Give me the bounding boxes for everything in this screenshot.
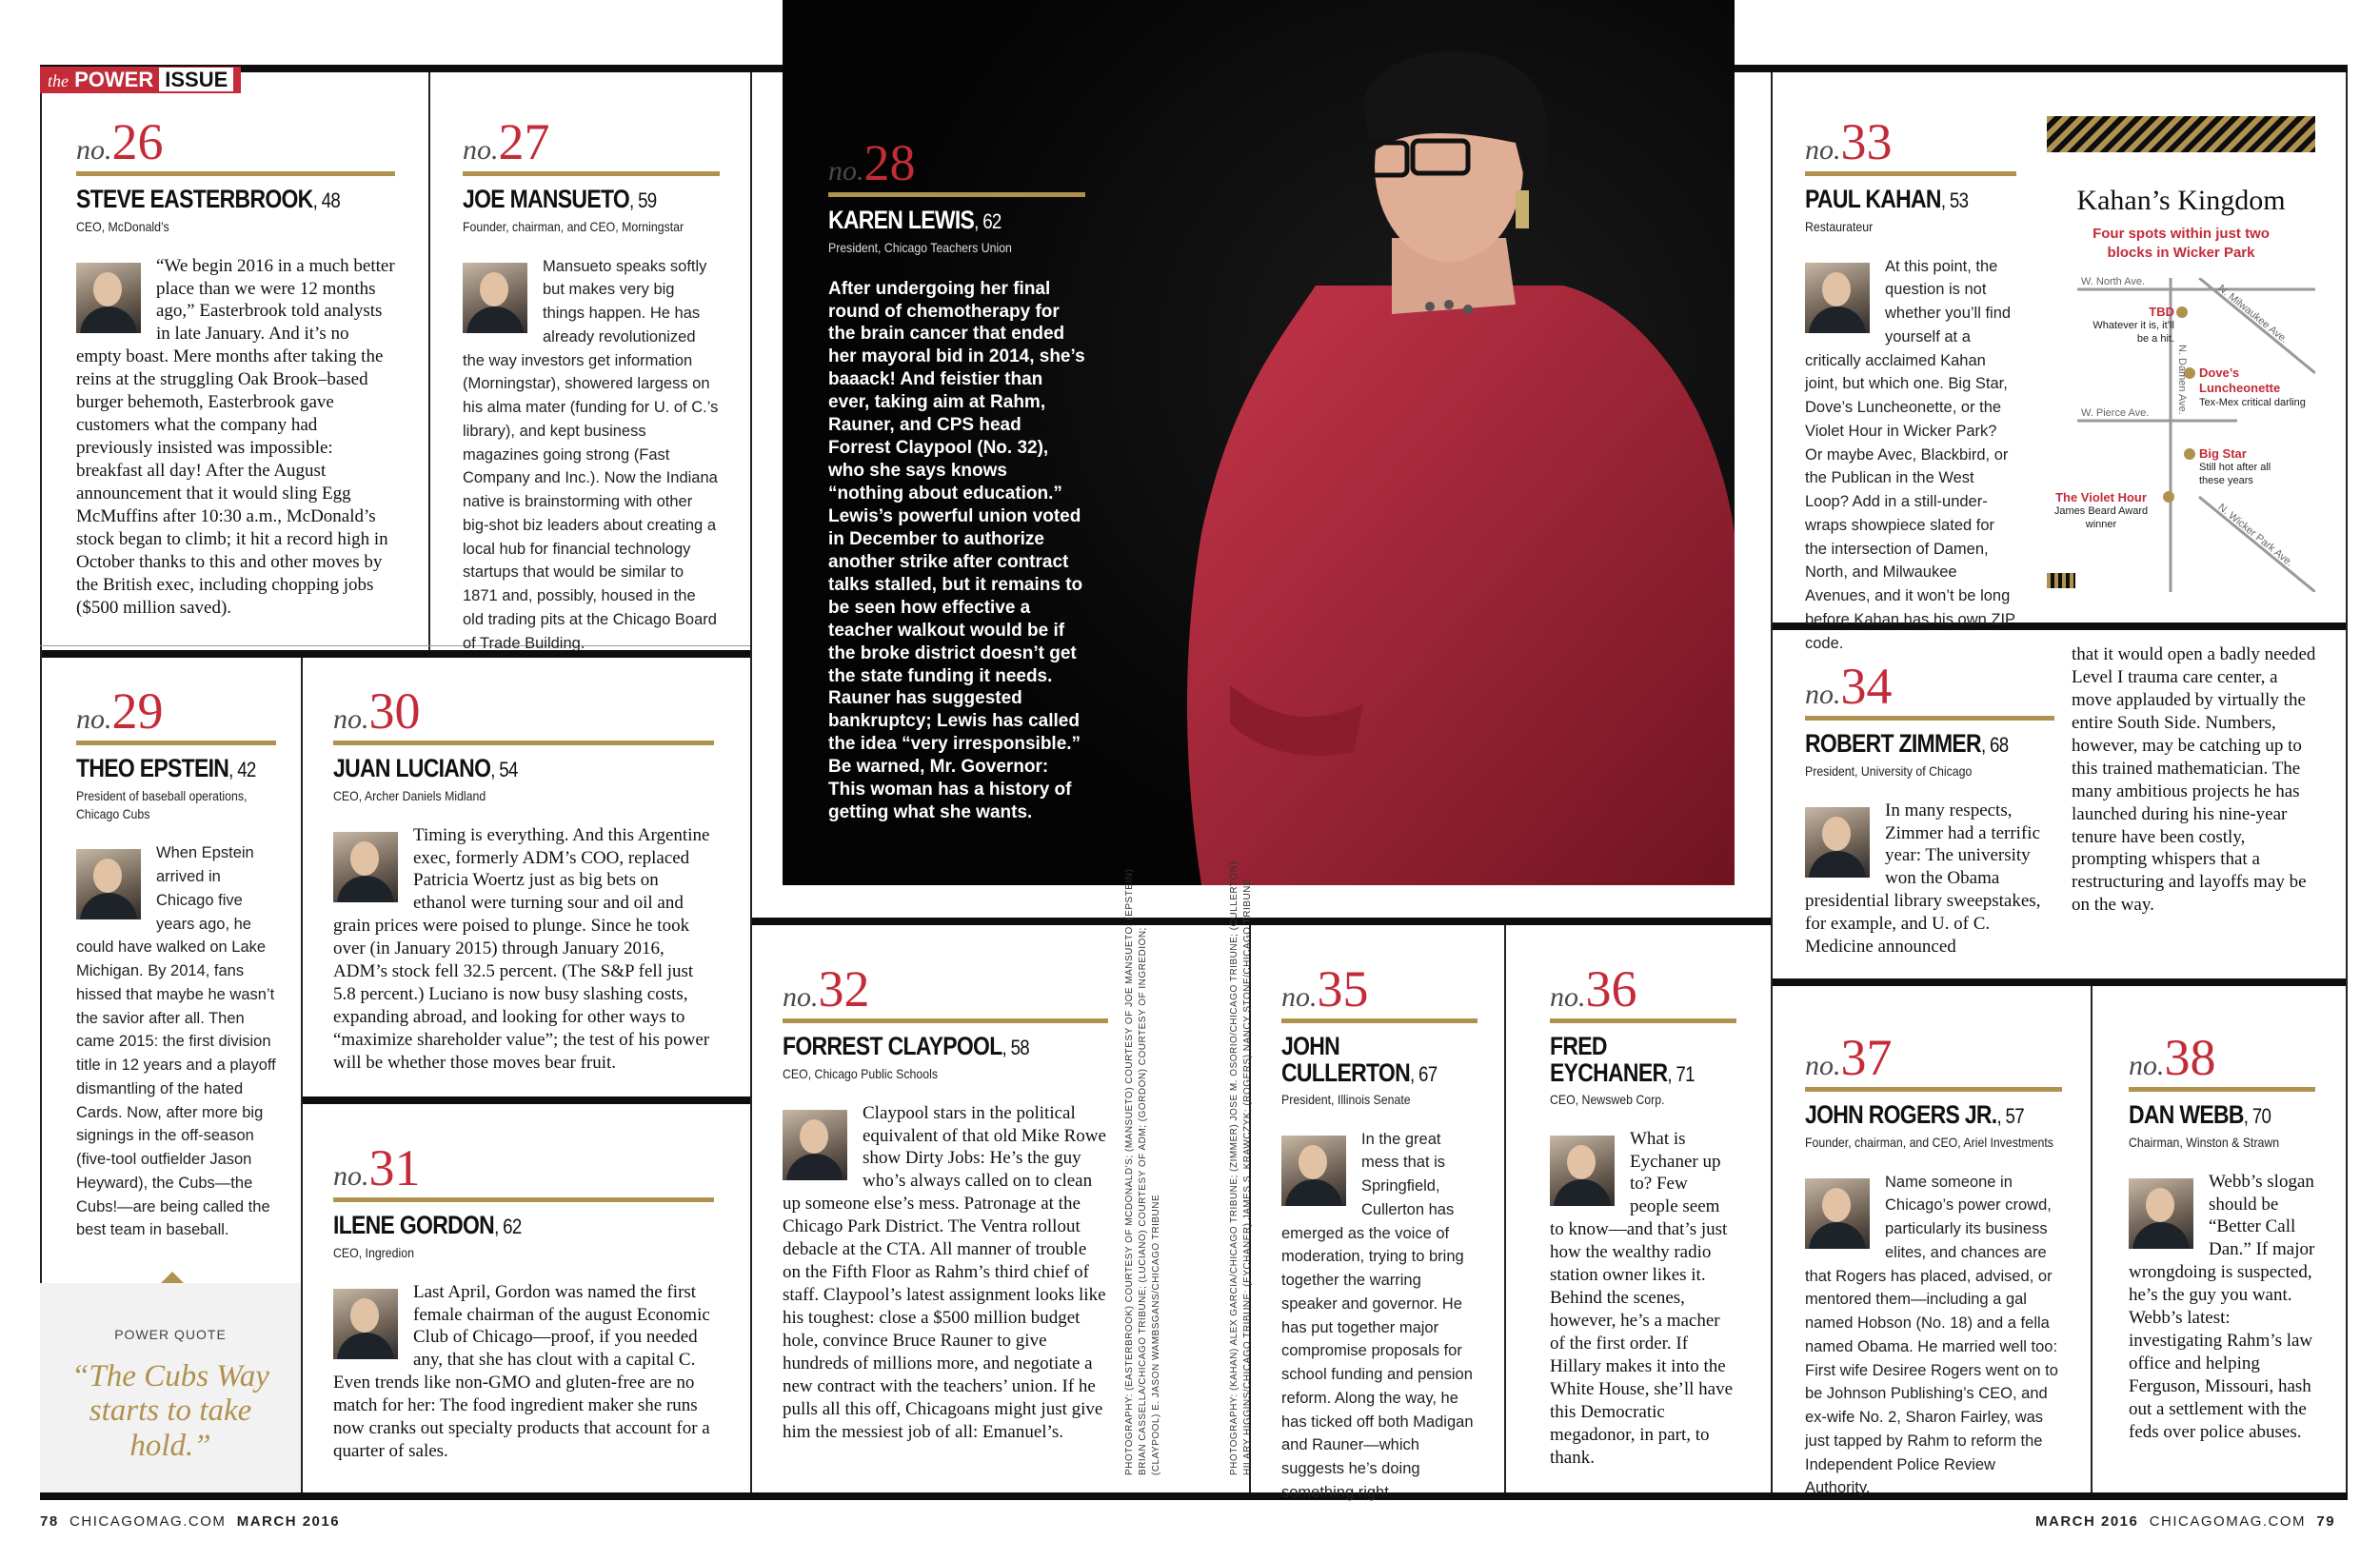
divider-29-30	[301, 658, 303, 1492]
map-subtitle: Four spots within just two blocks in Wicker Park	[2092, 226, 2270, 261]
entry-body: After undergoing her final round of chemotherapy for the brain cancer that ended her mayoral bid in 2014, she’s baaack! And feistier than ever, taking aim at Rahm, Rauner, and CPS head Forrest Claypool (No. 32), who she says knows “nothing about education.” Lewis’s powerful union voted in December to authorize another strike after contract talks stalled, but it remains to be seen how effective a teacher walkout would be if the broke district doesn’t get the state funding it needs. Rauner has suggested bankruptcy; Lewis has called the idea “very irresponsible.” Be warned, Mr. Governor: This woman has a history of getting what she wants.	[828, 278, 1085, 823]
entry-34-continued: that it would open a badly needed Level I trauma care center, a move applauded by virtually the entire South Side. Numbers, however, may be catching up to this trained mathematician. The many ambitious projects he has launched during his nine-year tenure have been costly, prompting whispers that a restructuring and layoffs may be on the way.	[2072, 644, 2316, 916]
entry-body: In many respects, Zimmer had a terrific year: The university won the Obama presidential library sweepstakes, for example, and U. of C. Medicine announced	[1805, 800, 2041, 958]
portrait-photo	[333, 832, 398, 902]
frame-right	[2346, 72, 2348, 1492]
photo-credits-left: PHOTOGRAPHY: (EASTERBROOK) COURTESY OF MCDONALD’S; (MANSUETO) COURTESY OF JOE MANSUETO; (EPSTEIN) BRIAN CASSELLA/CHICAGO TRIBUNE; (LUCIANO) COURTESY OF ADM; (GORDON) COURTESY OF INGREDION; (CLAYPOOL) E. JASON WAMBSGANS/CHICAGO TRIBUNE	[1124, 868, 1161, 1475]
entry-body: Last April, Gordon was named the first female chairman of the august Economic Club of Chicago—proof, if you needed any, that she has clout with a capital C. Even trends like non-GMO and gluten-free are no match for her: The food ingredient maker she runs now cranks out specialty products that account for a quarter of sales.	[333, 1281, 710, 1462]
entry-27: no.27 JOE MANSUETO, 59 Founder, chairman, and CEO, Morningstar Mansueto speaks softly but makes very big things happen. He has already revolutionized the way investors get information (Morningstar), showered largess on his alma mater (funding for U. of C.’s library), and kept business magazines going strong (Fast Company and Inc.). Now the Indiana native is brainstorming with other big-shot biz leaders about creating a local hub for financial technology startups that would be similar to 1871 and, possibly, housed in the old trading pits at the Chicago Board of Trade Building.	[463, 113, 719, 652]
photo-credits-right: PHOTOGRAPHY: (KAHAN) ALEX GARCIA/CHICAGO TRIBUNE; (ZIMMER) JOSE M. OSORIO/CHICAGO TRIBUNE; (CULLERTON) HILARY HIGGINS/CHICAGO TRIBUNE; (EYCHANER) JAMES S. KRAWCZYK; (ROGERS) NANCY STONE/CHICAGO TRIBUNE	[1229, 860, 1253, 1475]
entry-31: no.31 ILENE GORDON, 62 CEO, Ingredion Last April, Gordon was named the first female chairman of the august Economic Club of Chicago—proof, if you needed any, that she has clout with a capital C. Even trends like non-GMO and gluten-free are no match for her: The food ingredient maker she runs now cranks out specialty products that account for a quarter of sales.	[333, 1142, 714, 1463]
pin-violet	[2163, 491, 2174, 503]
entry-body: At this point, the question is not whether you’ll find yourself at a critically acclaimed Kahan joint, but which one. Big Star, Dove’s Luncheonette, or the Violet Hour in Wicker Park? Or maybe Avec, Blackbird, or the Publican in the West Loop? Add in a still-under-wraps showpiece slated for the intersection of Damen, North, and Milwaukee Avenues, and it won’t be long before Kahan has his own ZIP code.	[1805, 257, 2015, 652]
entry-33: no.33 PAUL KAHAN, 53 Restaurateur At this point, the question is not whether you’ll find yourself at a critically acclaimed Kahan joint, but which one. Big Star, Dove’s Luncheonette, or the Violet Hour in Wicker Park? Or maybe Avec, Blackbird, or the Publican in the West Loop? Add in a still-under-wraps showpiece slated for the intersection of Damen, North, and Milwaukee Avenues, and it won’t be long before Kahan has his own ZIP code.	[1805, 113, 2015, 652]
portrait-photo	[2129, 1178, 2193, 1249]
portrait-photo	[1805, 263, 1870, 333]
pin-bigstar	[2184, 448, 2195, 460]
entry-role: CEO, McDonald’s	[76, 218, 169, 234]
entry-35: no.35 JOHN CULLERTON, 67 President, Illinois Senate In the great mess that is Springfield, Cullerton has emerged as the voice of moderation, trying to bring together the warring speaker and governor. He has put together major compromise proposals for school funding and pension reform. Along the way, he has ticked off both Madigan and Rauner—which suggests he’s doing something right.	[1281, 963, 1478, 1505]
pin-tbd	[2176, 306, 2188, 318]
portrait-photo	[76, 849, 141, 919]
kahans-kingdom-map: Kahan’s Kingdom Four spots within just two blocks in Wicker Park W. North Ave. W. Pierce Ave. N. Damen Ave. N. Milwaukee Ave. N. Wicker Park Ave. TBD Whatever it is, it’ll be a hit. Dove’s Luncheonette Tex-Mex critical darling Big Star Still hot after all these years The Violet Hour James Beard Award winner	[2047, 116, 2315, 592]
portrait-photo	[1805, 807, 1870, 878]
entry-body: In the great mess that is Springfield, Cullerton has emerged as the voice of moderation, trying to bring together the warring speaker and governor. He has put together major compromise proposals for school funding and pension reform. Along the way, he has ticked off both Madigan and Rauner—which suggests he’s doing something right.	[1281, 1130, 1474, 1501]
portrait-photo	[76, 263, 141, 333]
entry-34: no.34 ROBERT ZIMMER, 68 President, University of Chicago In many respects, Zimmer had a terrific year: The university won the Obama presidential library sweepstakes, for example, and U. of C. Medicine announced	[1805, 661, 2054, 958]
entry-32: no.32 FORREST CLAYPOOL, 58 CEO, Chicago Public Schools Claypool stars in the political equivalent of that old Mike Rowe show Dirty Jobs: He’s the guy who’s always called on to clean up someone else’s mess. Patronage at the Chicago Park District. The Ventra rollout debacle at the CTA. All manner of trouble on the Fifth Floor as Rahm’s third chief of staff. Claypool’s latest assignment looks like his toughest: close a $500 million budget hole, convince Bruce Rauner to give hundreds of millions more, and negotiate a new contract with the teachers’ union. If he pulls all this off, Chicagoans might just give him the messiest job of all: Emanuel’s.	[783, 963, 1108, 1444]
portrait-photo	[1805, 1178, 1870, 1249]
entry-26: no.26 STEVE EASTERBROOK, 48 CEO, McDonald’s “We begin 2016 in a much better place than we were 12 months ago,” Easterbrook told analysts in late January. And it’s no empty boast. Mere months after taking the reins at the struggling Oak Brook–based burger behemoth, Easterbrook gave customers what the company had previously insisted was impossible: breakfast all day! After the August announcement that it would sling Egg McMuffins after 10:30 a.m., McDonald’s stock began to climb; it hit a record high in October thanks to this and other moves by the British exec, including chopping jobs ($500 million saved).	[76, 113, 395, 618]
entry-name: STEVE EASTERBROOK, 48	[76, 185, 341, 213]
entry-30: no.30 JUAN LUCIANO, 54 CEO, Archer Daniels Midland Timing is everything. And this Argentine exec, formerly ADM’s COO, replaced Patricia Woertz just as big bets on ethanol were turning sour and oil and grain prices were poised to plunge. Since he took over (in January 2015) through January 2016, ADM’s stock fell 32.5 percent. (The S&P fell just 5.8 percent.) Luciano is now busy slashing costs, expanding abroad, and looking for other ways to “maximize shareholder value”; the test of his power will be whether those moves bear fruit.	[333, 685, 714, 1075]
entry-body: When Epstein arrived in Chicago five years ago, he could have walked on Lake Michigan. By 2014, fans hissed that maybe he wasn’t the savior after all. Then came 2015: the first division title in 12 years and a playoff dismantling of the hated Cards. Now, after more big signings in the off-season (five-tool outfielder Jason Heyward), the Cubs—the Cubs!—are being called the best team in baseball.	[76, 844, 276, 1239]
portrait-photo	[1281, 1136, 1346, 1206]
divider-26-27	[428, 72, 430, 650]
power-issue-tab: the POWER ISSUE	[40, 67, 241, 93]
entry-body: “We begin 2016 in a much better place than we were 12 months ago,” Easterbrook told analysts in late January. And it’s no empty boast. Mere months after taking the reins at the struggling Oak Brook–based burger behemoth, Easterbrook gave customers what the company had previously insisted was impossible: breakfast all day! After the August announcement that it would sling Egg McMuffins after 10:30 a.m., McDonald’s stock began to climb; it hit a record high in October thanks to this and other moves by the British exec, including chopping jobs ($500 million saved).	[76, 255, 395, 618]
frame-left	[40, 72, 42, 1492]
map-title: Kahan’s Kingdom	[2076, 185, 2286, 216]
portrait-photo	[463, 263, 527, 333]
divider-27-28	[750, 72, 752, 1492]
portrait-photo	[333, 1289, 398, 1359]
divider-35-36	[1504, 925, 1506, 1492]
divider-28-33	[1771, 72, 1773, 1492]
entry-36: no.36 FRED EYCHANER, 71 CEO, Newsweb Corp. What is Eychaner up to? Few people seem to know—and that’s just how the wealthy radio station owner likes it. Behind the scenes, however, he’s a macher of the first order. If Hillary makes it into the White House, she’ll have this Democratic megadonor, in part, to thank.	[1550, 963, 1736, 1470]
rule-mid	[750, 918, 1773, 925]
rule-col31	[301, 1097, 750, 1104]
entry-38: no.38 DAN WEBB, 70 Chairman, Winston & Strawn Webb’s slogan should be “Better Call Dan.” If major wrongdoing is suspected, he’s the guy you want. Webb’s latest: investigating Rahm’s law office and helping Ferguson, Missouri, hash out a settlement with the feds over police abuses.	[2129, 1029, 2315, 1442]
entry-body: Timing is everything. And this Argentine exec, formerly ADM’s COO, replaced Patricia Woertz just as big bets on ethanol were turning sour and oil and grain prices were poised to plunge. Since he took over (in January 2015) through January 2016, ADM’s stock fell 32.5 percent. (The S&P fell just 5.8 percent.) Luciano is now busy slashing costs, expanding abroad, and looking for other ways to “maximize shareholder value”; the test of his power will be whether those moves bear fruit.	[333, 824, 710, 1073]
rule-right-3	[1773, 978, 2348, 986]
top-rule-right	[1735, 65, 2348, 72]
entry-body: Mansueto speaks softly but makes very big things happen. He has already revolutionized the way investors get information (Morningstar), showered largess on his alma mater (funding for U. of C.’s library), and kept business magazines going strong (Fast Company and Inc.). Now the Indiana native is brainstorming with other big-shot biz leaders about creating a local hub for financial technology startups that would be similar to 1871 and, possibly, housed in the old trading pits at the Chicago Board of Trade Building.	[463, 257, 719, 652]
power-quote: POWER QUOTE “The Cubs Way starts to take hold.”	[40, 1283, 301, 1492]
entry-body: Claypool stars in the political equivalent of that old Mike Rowe show Dirty Jobs: He’s the guy who’s always called on to clean up someone else’s mess. Patronage at the Chicago Park District. The Ventra rollout debacle at the CTA. All manner of trouble on the Fifth Floor as Rahm’s third chief of staff. Claypool’s latest assignment looks like his toughest: close a $500 million budget hole, convince Bruce Rauner to give hundreds of millions more, and negotiate a new contract with the teachers’ union. If he pulls all this off, Chicagoans might just give him the messiest job of all: Emanuel’s.	[783, 1102, 1106, 1442]
portrait-photo	[1550, 1136, 1615, 1206]
entry-29: no.29 THEO EPSTEIN, 42 President of baseball operations, Chicago Cubs When Epstein arrived in Chicago five years ago, he could have walked on Lake Michigan. By 2014, fans hissed that maybe he wasn’t the savior after all. Then came 2015: the first division title in 12 years and a playoff dismantling of the hated Cards. Now, after more big signings in the off-season (five-tool outfielder Jason Heyward), the Cubs—the Cubs!—are being called the best team in baseball.	[76, 682, 276, 1239]
entry-body: What is Eychaner up to? Few people seem to know—and that’s just how the wealthy radio station owner likes it. Behind the scenes, however, he’s a macher of the first order. If Hillary makes it into the White House, she’ll have this Democratic megadonor, in part, to thank.	[1550, 1128, 1734, 1468]
divider-37-38	[2091, 986, 2092, 1492]
portrait-photo	[783, 1110, 847, 1180]
entry-37: no.37 JOHN ROGERS JR., 57 Founder, chairman, and CEO, Ariel Investments Name someone in Chicago’s power crowd, particularly its business elites, and chances are that Rogers has placed, advised, or mentored them—including a gal named Hobson (No. 18) and a fella named Obama. He married well too: First wife Desiree Rogers went on to be Johnson Publishing’s CEO, and ex-wife No. 2, Sharon Fairley, was just tapped by Rahm to reform the Independent Police Review Authority.	[1805, 1032, 2062, 1500]
entry-body: Name someone in Chicago’s power crowd, particularly its business elites, and chances are that Rogers has placed, advised, or mentored them—including a gal named Hobson (No. 18) and a fella named Obama. He married well too: First wife Desiree Rogers went on to be Johnson Publishing’s CEO, and ex-wife No. 2, Sharon Fairley, was just tapped by Rahm to reform the Independent Police Review Authority.	[1805, 1173, 2058, 1497]
folio-right: MARCH 2016 CHICAGOMAG.COM 79	[2035, 1513, 2336, 1530]
folio-left: 78 CHICAGOMAG.COM MARCH 2016	[40, 1513, 341, 1530]
entry-body: Webb’s slogan should be “Better Call Dan.” If major wrongdoing is suspected, he’s the guy you want. Webb’s latest: investigating Rahm’s law office and helping Ferguson, Missouri, hash out a settlement with the feds over police abuses.	[2129, 1171, 2315, 1442]
hero-photo-panel: no.28 KAREN LEWIS, 62 President, Chicago Teachers Union After undergoing her final round of chemotherapy for the brain cancer that ended her mayoral bid in 2014, she’s baaack! And feistier than ever, taking aim at Rahm, Rauner, and CPS head Forrest Claypool (No. 32), who she says knows “nothing about education.” Lewis’s powerful union voted in December to authorize another strike after contract talks stalled, but it remains to be seen how effective a teacher walkout would be if the broke district doesn’t get the state funding it needs. Rauner has suggested bankruptcy; Lewis has called the idea “very irresponsible.” Be warned, Mr. Governor: This woman has a history of getting what she wants.	[783, 0, 1735, 885]
